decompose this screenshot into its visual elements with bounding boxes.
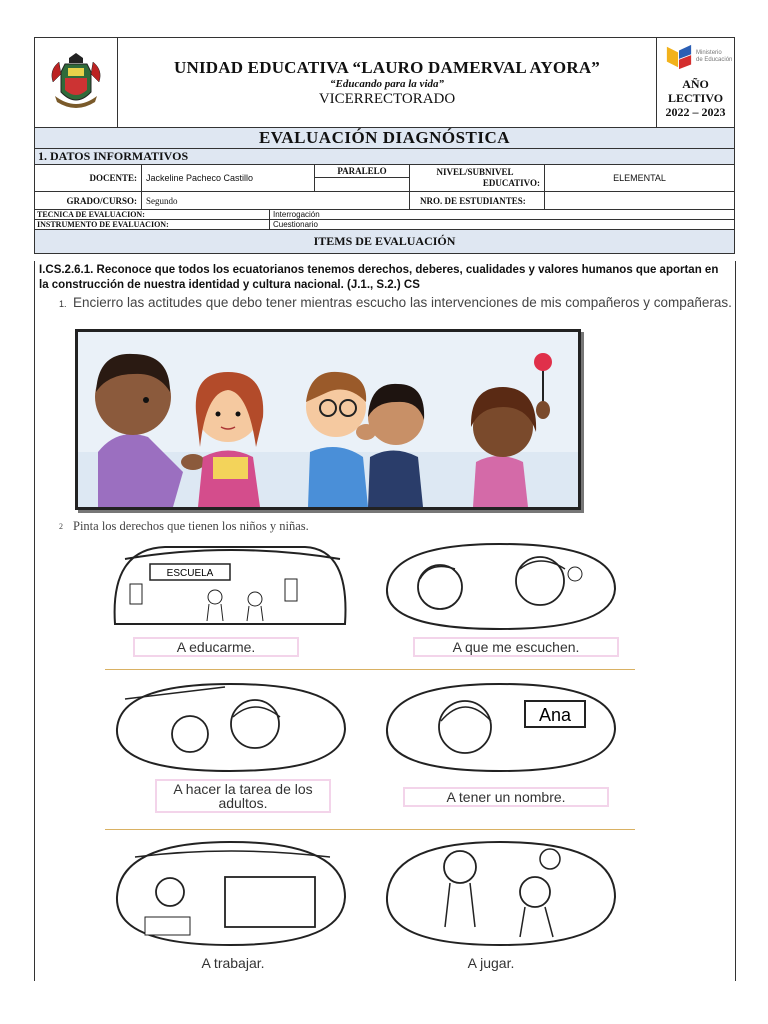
school-name: UNIDAD EDUCATIVA “LAURO DAMERVAL AYORA”: [174, 57, 600, 77]
school-year-label: AÑO LECTIVO: [667, 76, 724, 105]
school-crest-icon: [45, 52, 107, 114]
nivel-label: NIVEL/SUBNIVEL EDUCATIVO:: [410, 165, 545, 192]
child-working-drawing: [105, 837, 355, 949]
items-section: [34, 261, 736, 981]
evaluation-header: [34, 37, 734, 254]
right-card-escuchen: [375, 539, 625, 664]
children-talking-drawing: [375, 539, 625, 631]
right-card-nombre: [375, 679, 625, 819]
grado-value: Segundo: [142, 192, 410, 210]
docente-label: DOCENTE:: [35, 165, 142, 192]
children-scene-image: [78, 332, 578, 507]
question-2-number: 2: [59, 522, 63, 531]
question-2-text: Pinta los derechos que tienen los niños y niñas.: [73, 519, 309, 533]
ministry-name-line1: Ministerio: [696, 49, 722, 56]
divider-2: [105, 829, 635, 830]
caption-jugar: A jugar.: [423, 953, 559, 973]
nivel-value: ELEMENTAL: [545, 165, 735, 192]
name-sign-text: Ana: [538, 705, 572, 725]
ministry-cell: [657, 38, 735, 128]
items-heading: ITEMS DE EVALUACIÓN: [35, 230, 735, 254]
divider-1: [105, 669, 635, 670]
paralelo-label: PARALELO: [315, 165, 410, 178]
school-motto: “Educando para la vida”: [330, 77, 444, 90]
department-name: VICERRECTORADO: [318, 90, 456, 107]
caption-educarme: A educarme.: [133, 637, 299, 657]
evaluation-title: EVALUACIÓN DIAGNÓSTICA: [35, 128, 735, 149]
listening-attitudes-illustration: [75, 329, 581, 510]
ministry-name-line2: de Educación: [696, 56, 733, 63]
right-card-tarea-adultos: [105, 679, 355, 819]
datos-informativos-heading: 1. DATOS INFORMATIVOS: [35, 149, 735, 165]
right-card-educarme: [105, 539, 355, 664]
nro-estudiantes-value: [545, 192, 735, 210]
right-card-trabajar: [105, 837, 355, 977]
school-crest-cell: [35, 38, 118, 128]
question-1-number: 1.: [59, 299, 67, 309]
ministry-logo-icon: [665, 43, 693, 71]
tecnica-value: Interrogación: [270, 210, 735, 220]
caption-trabajar: A trabajar.: [165, 953, 301, 973]
nro-estudiantes-label: NRO. DE ESTUDIANTES:: [410, 192, 545, 210]
children-playing-drawing: [375, 837, 625, 949]
child-with-adult-drawing: [105, 679, 355, 774]
right-card-jugar: [375, 837, 625, 977]
caption-tarea-adultos: A hacer la tarea de los adultos.: [155, 779, 331, 813]
paralelo-value: [315, 178, 410, 192]
school-building-drawing: [105, 539, 355, 629]
question-2: [59, 519, 309, 534]
school-year-value: 2022 – 2023: [665, 104, 726, 119]
instrumento-label: INSTRUMENTO DE EVALUACION:: [35, 220, 270, 230]
instrumento-value: Cuestionario: [270, 220, 735, 230]
question-1: [59, 295, 733, 310]
child-with-name-sign-drawing: [375, 679, 625, 774]
caption-escuchen: A que me escuchen.: [413, 637, 619, 657]
question-1-text: Encierro las actitudes que debo tener mientras escucho las intervenciones de mis compañeros y compañeras.: [73, 295, 732, 310]
tecnica-label: TECNICA DE EVALUACION:: [35, 210, 270, 220]
grado-label: GRADO/CURSO:: [35, 192, 142, 210]
learning-indicator: I.CS.2.6.1. Reconoce que todos los ecuatorianos tenemos derechos, deberes, cualidades y valores humanos que aportan en la construcción de nuestra identidad y cultura nacional. (J.1., S.2.) CS: [39, 264, 719, 291]
docente-value: Jackeline Pacheco Castillo: [142, 165, 315, 192]
school-sign-text: ESCUELA: [166, 568, 214, 579]
caption-nombre: A tener un nombre.: [403, 787, 609, 807]
